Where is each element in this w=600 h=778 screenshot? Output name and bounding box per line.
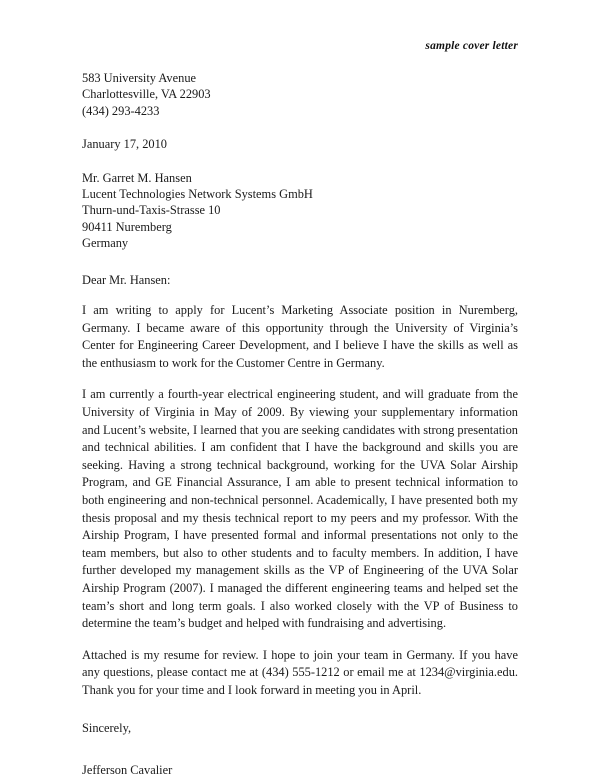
letter-date: January 17, 2010	[82, 137, 167, 152]
body-paragraph-1: I am writing to apply for Lucent’s Marketing Associate position in Nuremberg, Germany. I became aware of this opportunity through the University of Virginia’s Center for Engineering Career Development, and I believe I have the skills as well as the enthusiasm to work for the Customer Centre in Germany.	[82, 303, 518, 370]
letter-body	[82, 40, 518, 778]
sender-address-line-phone: (434) 293-4233	[82, 103, 160, 118]
recipient-country: Germany	[82, 236, 129, 251]
spacer-after-paragraph-2	[82, 633, 518, 647]
document-header-note: sample cover letter	[425, 40, 518, 52]
spacer-after-paragraph-3	[82, 700, 518, 720]
spacer-after-paragraph-1	[82, 372, 518, 386]
sender-address-line-city: Charlottesville, VA 22903	[82, 87, 211, 102]
recipient-city: 90411 Nuremberg	[82, 219, 172, 234]
sender-address-line-street: 583 University Avenue	[82, 71, 197, 85]
spacer-after-date	[82, 153, 518, 170]
recipient-company: Lucent Technologies Network Systems GmbH	[82, 187, 313, 202]
spacer-after-recipient	[82, 252, 518, 272]
spacer-after-salutation	[82, 288, 518, 302]
spacer-after-sender	[82, 119, 518, 136]
body-paragraph-3: Attached is my resume for review. I hope to join your team in Germany. If you have any questions, please contact me at (434) 555-1212 or email me at 1234@virginia.edu. Thank you for your time and I look forward in meeting you in April.	[82, 647, 518, 697]
salutation: Dear Mr. Hansen:	[82, 272, 171, 287]
body-paragraph-2: I am currently a fourth-year electrical engineering student, and will graduate from the University of Virginia in May of 2009. By viewing your supplementary information and Lucent’s website, I learned that you are seeking candidates with strong presentation and technical abilities. I am confident that I have the background and skills you are seeking. Having a strong technical background, working for the UVA Solar Airship Program, and GE Financial Assurance, I am able to present technical information to both engineering and non-technical personnel. Academically, I have presented both my thesis proposal and my thesis technical report to my peers and my professor. With the Airship Program, I have presented formal and informal presentations not only to the team members, but also to other students and to faculty members. In addition, I have further developed my management skills as the VP of Engineering of the UVA Solar Airship Program (2007). I managed the different engineering teams and helped set the team’s short and long term goals. I also worked closely with the VP of Business to determine the team’s budget and helped with fundraising and advertising.	[82, 387, 518, 631]
recipient-street: Thurn-und-Taxis-Strasse 10	[82, 203, 221, 218]
sender-address-block	[82, 70, 518, 119]
recipient-name: Mr. Garret M. Hansen	[82, 170, 192, 185]
signature-space	[82, 736, 518, 762]
date-block	[82, 136, 518, 152]
closing-line: Sincerely,	[82, 720, 132, 735]
recipient-address-block	[82, 170, 518, 252]
signature-name: Jefferson Cavalier	[82, 762, 173, 777]
